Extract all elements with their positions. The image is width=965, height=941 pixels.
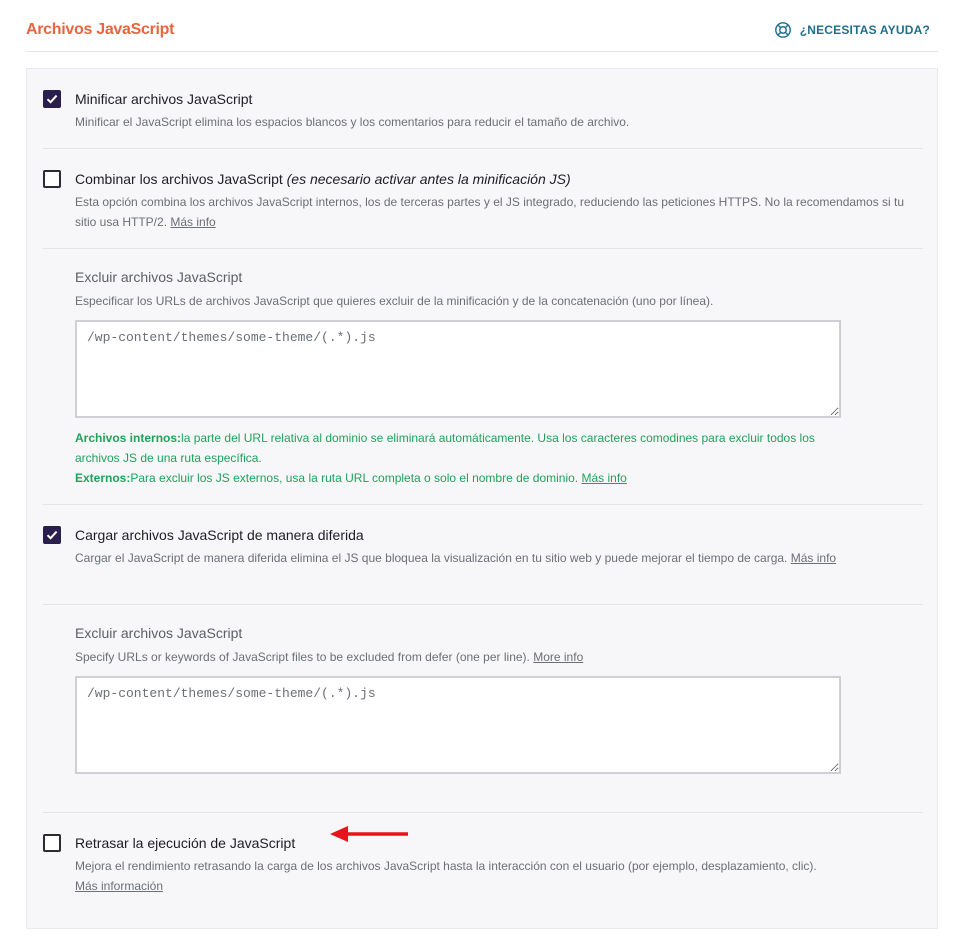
exclude-defer-description-text: Specify URLs or keywords of JavaScript files to be excluded from defer (one per line). <box>75 650 530 664</box>
combine-description-text: Esta opción combina los archivos JavaScript internos, los de terceras partes y el JS integrado, reduciendo las peticiones HTTPS. No la recomendamos si tu sitio usa HTTP/2. <box>75 195 905 229</box>
delay-title: Retrasar la ejecución de JavaScript <box>75 835 296 851</box>
settings-panel <box>26 68 938 929</box>
exclude-defer-textarea[interactable] <box>75 676 841 774</box>
minify-checkbox[interactable] <box>43 90 61 108</box>
help-link[interactable] <box>774 21 930 39</box>
note-internal-text: la parte del URL relativa al dominio se eliminará automáticamente. Usa los caracteres comodines para excluir todos los archivos JS de una ruta específica. <box>75 431 815 465</box>
defer-title: Cargar archivos JavaScript de manera diferida <box>75 527 364 543</box>
combine-more-info-link[interactable]: Más info <box>170 215 216 229</box>
help-label: ¿NECESITAS AYUDA? <box>799 23 930 37</box>
combine-title <box>75 171 571 187</box>
exclude-js-textarea[interactable] <box>75 320 841 418</box>
checkmark-icon <box>46 529 58 541</box>
combine-description <box>75 192 905 232</box>
divider <box>43 812 923 813</box>
divider <box>43 604 923 605</box>
defer-more-info-link[interactable]: Más info <box>790 551 837 565</box>
divider <box>43 504 923 505</box>
combine-title-text: Combinar los archivos JavaScript <box>75 171 283 187</box>
lifebuoy-icon <box>774 21 792 39</box>
note-external-label: Externos: <box>75 471 131 485</box>
divider <box>43 148 923 149</box>
exclude-js-description: Especificar los URLs de archivos JavaScript que quieres excluir de la minificación y de la concatenación (uno por línea). <box>75 294 714 308</box>
checkmark-icon <box>46 93 58 105</box>
delay-checkbox[interactable] <box>43 834 61 852</box>
delay-description <box>75 856 935 896</box>
divider <box>43 248 923 249</box>
exclude-defer-description <box>75 650 583 664</box>
combine-checkbox[interactable] <box>43 170 61 188</box>
note-internal-label: Archivos internos: <box>75 431 182 445</box>
delay-more-info-link[interactable]: Más información <box>75 879 164 893</box>
minify-description: Minificar el JavaScript elimina los espacios blancos y los comentarios para reducir el tamaño de archivo. <box>75 115 630 129</box>
defer-description-text: Cargar el JavaScript de manera diferida elimina el JS que bloquea la visualización en tu sitio web y puede mejorar el tiempo de carga. <box>75 551 788 565</box>
exclude-defer-more-info-link[interactable]: More info <box>533 650 584 664</box>
note-external-text: Para excluir los JS externos, usa la ruta URL completa o solo el nombre de dominio. <box>130 471 579 485</box>
combine-title-note: (es necesario activar antes la minificación JS) <box>286 171 571 187</box>
section-header <box>26 0 938 52</box>
exclude-defer-title: Excluir archivos JavaScript <box>75 625 243 641</box>
annotation-arrow-icon <box>330 824 410 844</box>
defer-checkbox[interactable] <box>43 526 61 544</box>
exclude-js-note <box>75 428 835 488</box>
note-more-info-link[interactable]: Más info <box>581 471 627 485</box>
exclude-js-title: Excluir archivos JavaScript <box>75 269 243 285</box>
minify-title: Minificar archivos JavaScript <box>75 91 253 107</box>
section-title: Archivos JavaScript <box>26 21 175 38</box>
defer-description <box>75 548 917 568</box>
delay-description-text: Mejora el rendimiento retrasando la carga de los archivos JavaScript hasta la interacción con el usuario (por ejemplo, desplazamiento, clic). <box>75 859 817 873</box>
